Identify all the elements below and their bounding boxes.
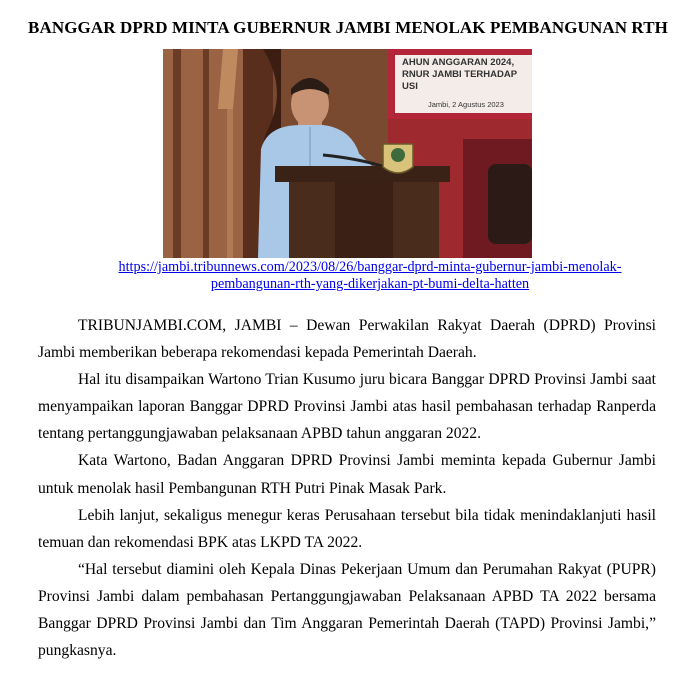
source-link[interactable] xyxy=(60,259,680,293)
banner-date: Jambi, 2 Agustus 2023 xyxy=(428,100,504,109)
paragraph: Kata Wartono, Badan Anggaran DPRD Provinsi Jambi meminta kepada Gubernur Jambi untuk menolak hasil Pembangunan RTH Putri Pinak Masak Park. xyxy=(38,452,656,497)
paragraph: TRIBUNJAMBI.COM, JAMBI – Dewan Perwakilan Rakyat Daerah (DPRD) Provinsi Jambi memberikan beberapa rekomendasi kepada Pemerintah Daerah. xyxy=(38,317,656,362)
paragraph: Lebih lanjut, sekaligus menegur keras Perusahaan tersebut bila tidak menindaklanjuti hasil temuan dan rekomendasi BPK atas LKPD TA 2022. xyxy=(38,506,656,551)
article-body xyxy=(38,312,656,664)
banner-line-1: AHUN ANGGARAN 2024, xyxy=(402,57,515,68)
podium-speaker-illustration xyxy=(163,49,532,258)
paragraph: Hal itu disampaikan Wartono Trian Kusumo juru bicara Banggar DPRD Provinsi Jambi saat menyampaikan laporan Banggar DPRD Provinsi Jambi atas hasil pembahasan terhadap Ranperda tentang pertanggungjawaban pelaksanaan APBD tahun anggaran 2022. xyxy=(38,371,656,443)
banner-line-2: RNUR JAMBI TERHADAP xyxy=(402,69,518,80)
source-link-line-1[interactable]: https://jambi.tribunnews.com/2023/08/26/banggar-dprd-minta-gubernur-jambi-menolak- xyxy=(118,259,622,275)
banner-line-3: USI xyxy=(402,81,418,92)
paragraph: “Hal tersebut diamini oleh Kepala Dinas Pekerjaan Umum dan Perumahan Rakyat (PUPR) Provinsi Jambi dalam pembahasan Pertanggungjawaban Pelaksanaan APBD TA 2022 bersama Banggar DPRD Provinsi Jambi dan Tim Anggaran Pemerintah Daerah (TAPD) Provinsi Jambi,” pungkasnya. xyxy=(38,560,656,660)
source-link-line-2[interactable]: pembangunan-rth-yang-dikerjakan-pt-bumi-delta-hatten xyxy=(210,276,530,292)
news-photo xyxy=(163,49,532,258)
article-title: BANGGAR DPRD MINTA GUBERNUR JAMBI MENOLAK PEMBANGUNAN RTH xyxy=(28,18,668,37)
